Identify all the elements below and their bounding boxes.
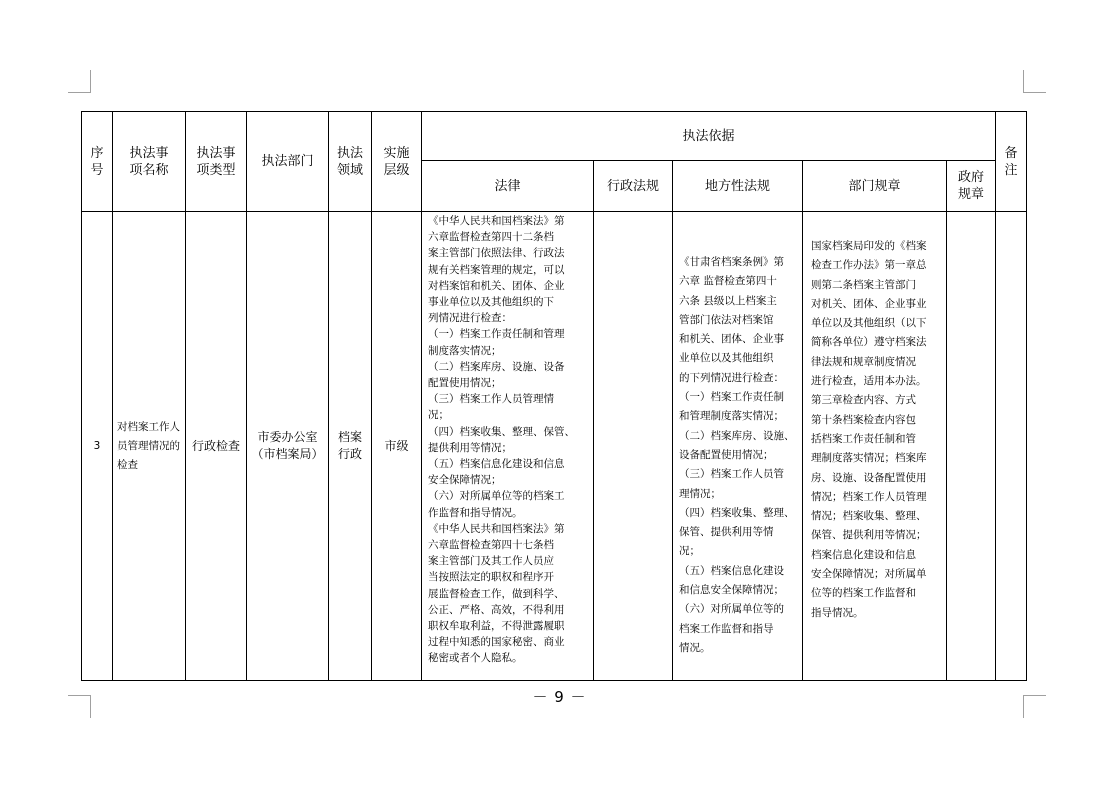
header-level: 实施 层级 [372,112,422,212]
header-admin-regulation: 行政法规 [594,161,673,212]
cell-local-regulation: 《甘肃省档案条例》第 六章 监督检查第四十 六条 县级以上档案主 管部门依法对档案馆 和机关、团体、企业事 业单位以及其他组织 的下列情况进行检查： （一）档案工作责任制 和管理制度落实情况； （二）档案库房、设施、 设备配置使用情况； （三）档案工作人员管 理情况； （四）档案收集、整理、 保管、提供利用等情 况； （五）档案信息化建设 和信息安全保障情况； （六）对所属单位等的 档案工作监督和指导 情况。 [673,212,803,681]
header-law: 法律 [422,161,594,212]
cell-level: 市级 [372,212,422,681]
enforcement-table [81,111,1027,681]
header-row-1 [82,112,1027,161]
header-department: 执法部门 [247,112,329,212]
cell-admin-regulation [594,212,673,681]
table-row [82,212,1027,681]
page-number: － 9 － [532,688,587,706]
crop-mark-top-right [1023,70,1046,93]
cell-law: 《中华人民共和国档案法》第 六章监督检查第四十二条档 案主管部门依照法律、行政法 规有关档案管理的规定，可以 对档案馆和机关、团体、企业 事业单位以及其他组织的下 列情况进行检查： （一）档案工作责任制和管理 制度落实情况； （二）档案库房、设施、设备 配置使用情况； （三）档案工作人员管理情 况； （四）档案收集、整理、保管、 提供利用等情况； （五）档案信息化建设和信息 安全保障情况； （六）对所属单位等的档案工 作监督和指导情况。 《中华人民共和国档案法》第 六章监督检查第四十七条档 案主管部门及其工作人员应 当按照法定的职权和程序开 展监督检查工作，做到科学、 公正、严格、高效，不得利用 职权牟取利益，不得泄露履职 过程中知悉的国家秘密、商业 秘密或者个人隐私。 [422,212,594,681]
header-basis: 执法依据 [422,112,996,161]
header-remark: 备 注 [996,112,1027,212]
header-seq: 序 号 [82,112,113,212]
header-dept-rule: 部门规章 [803,161,947,212]
header-gov-rule: 政府 规章 [947,161,996,212]
cell-item-name: 对档案工作人员管理情况的检查 [113,212,186,681]
header-local-regulation: 地方性法规 [673,161,803,212]
cell-gov-rule [947,212,996,681]
cell-department: 市委办公室（市档案局） [247,212,329,681]
cell-item-type: 行政检查 [186,212,247,681]
cell-remark [996,212,1027,681]
header-item-type: 执法事 项类型 [186,112,247,212]
header-item-name: 执法事 项名称 [113,112,186,212]
header-field: 执法 领域 [329,112,372,212]
cell-seq: 3 [82,212,113,681]
cell-dept-rule: 国家档案局印发的《档案 检查工作办法》第一章总 则第二条档案主管部门 对机关、团体、企业事业 单位以及其他组织（以下 简称各单位）遵守档案法 律法规和规章制度情况 进行检查，适用本办法。 第三章检查内容、方式 第十条档案检查内容包 括档案工作责任制和管 理制度落实情况；档案库 房、设施、设备配置使用 情况；档案工作人员管理 情况；档案收集、整理、 保管、提供利用等情况； 档案信息化建设和信息 安全保障情况；对所属单 位等的档案工作监督和 指导情况。 [803,212,947,681]
crop-mark-top-left [68,70,91,93]
cell-field: 档案行政 [329,212,372,681]
